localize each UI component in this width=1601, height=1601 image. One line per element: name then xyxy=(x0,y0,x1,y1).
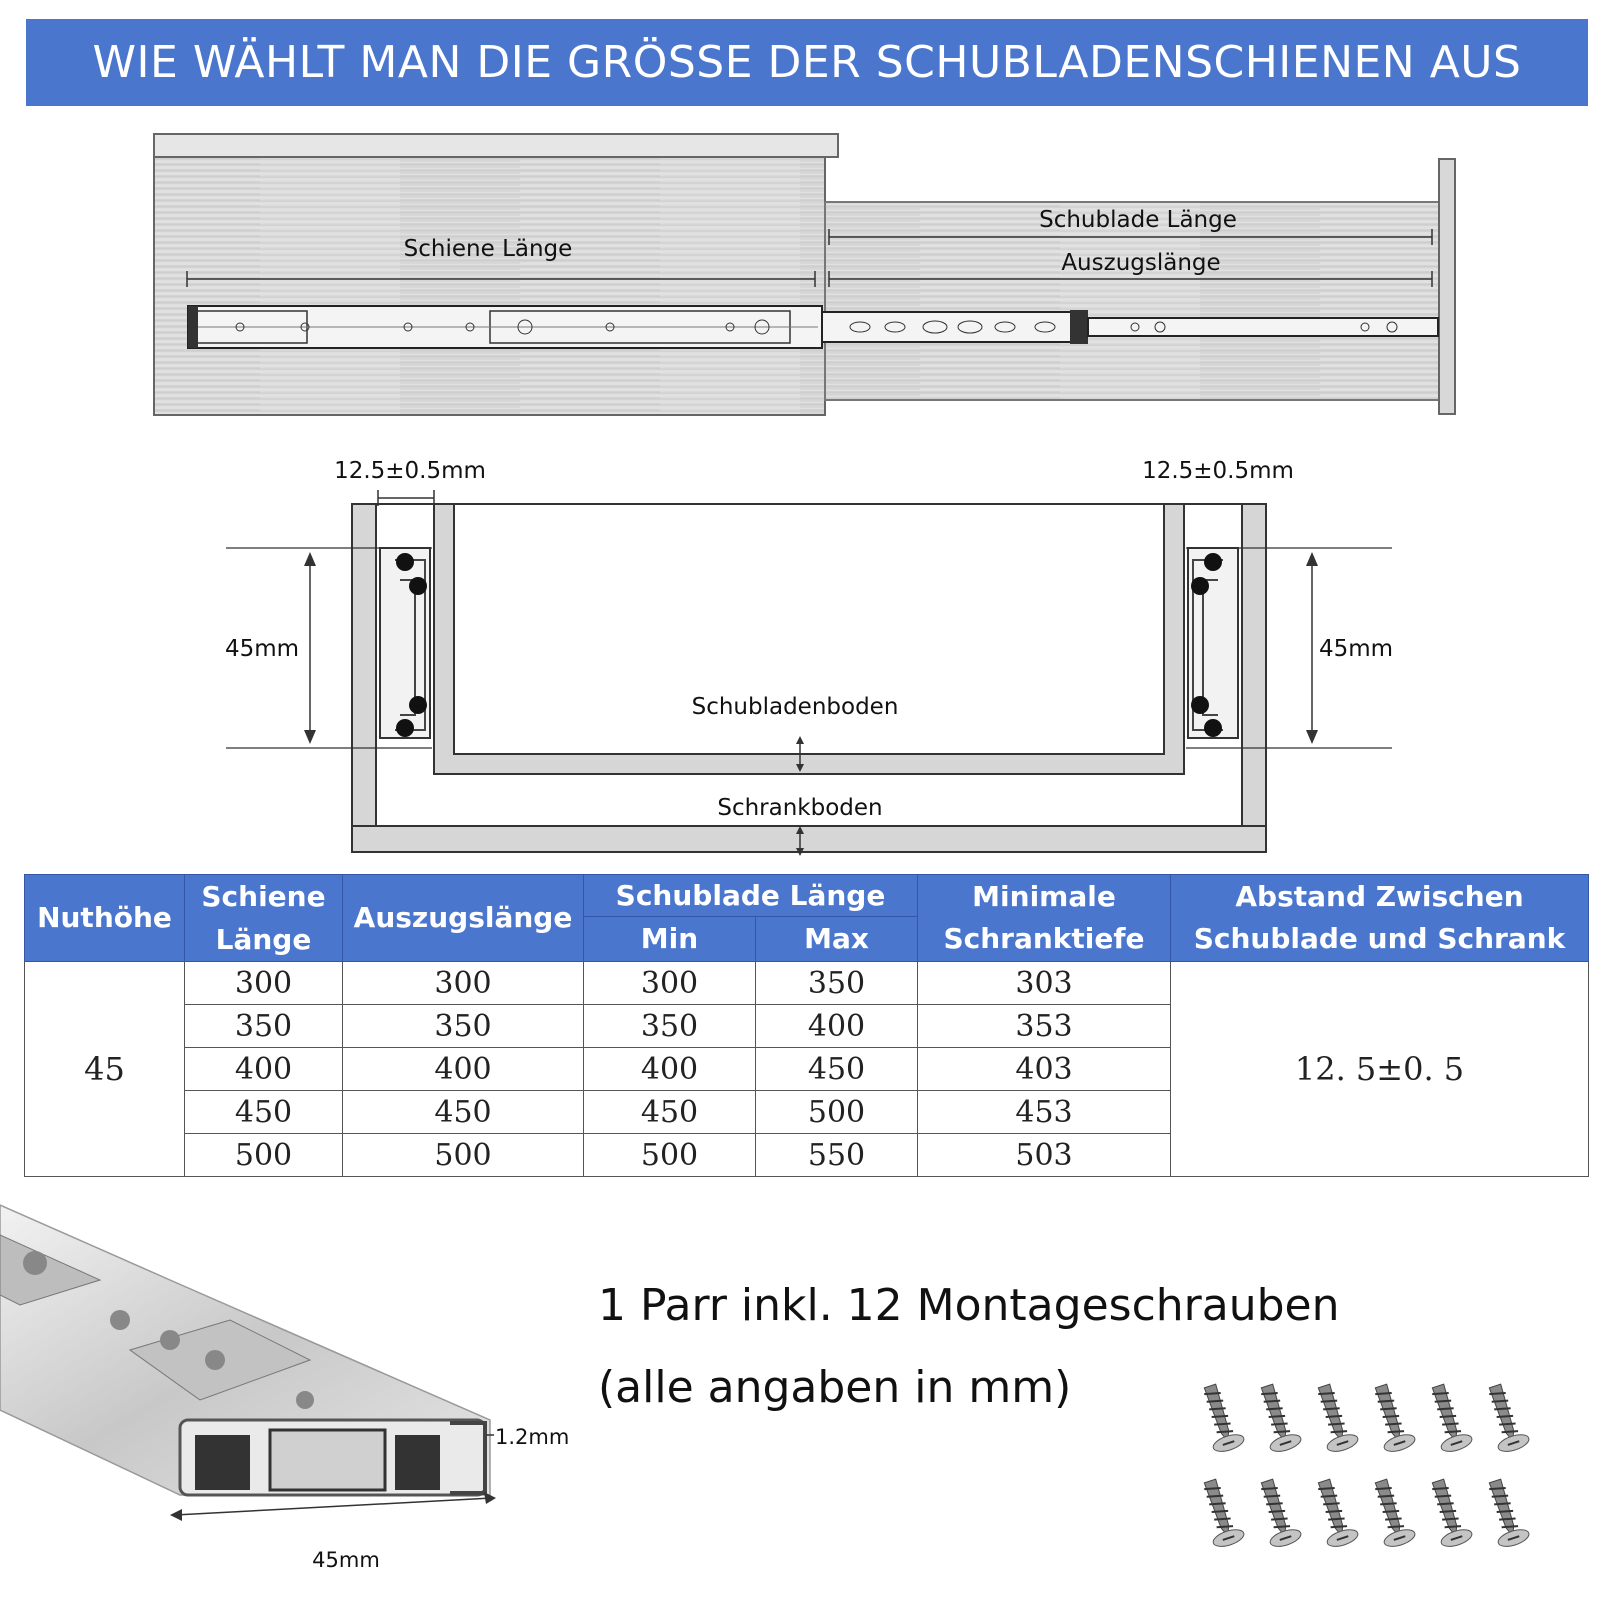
cell-tiefe: 353 xyxy=(918,1005,1171,1048)
header-schiene: Schiene Länge xyxy=(185,875,343,962)
cell-max: 400 xyxy=(756,1005,918,1048)
units-note-text: (alle angaben in mm) xyxy=(598,1362,1072,1413)
screw-icon xyxy=(1195,1476,1246,1550)
screw-icon xyxy=(1252,1381,1303,1455)
screw-icon xyxy=(1309,1476,1360,1550)
side-view-diagram xyxy=(0,0,1601,430)
right-height-label: 45mm xyxy=(1318,636,1394,662)
cell-tiefe: 453 xyxy=(918,1091,1171,1134)
rail-crosssection-illustration xyxy=(0,1195,600,1601)
width-label: 45mm xyxy=(312,1548,380,1572)
cell-tiefe: 303 xyxy=(918,962,1171,1005)
screw-icon xyxy=(1366,1381,1417,1455)
left-gap-label: 12.5±0.5mm xyxy=(334,458,486,484)
cell-schiene: 400 xyxy=(185,1048,343,1091)
screw-icon xyxy=(1480,1476,1531,1550)
package-contents-text: 1 Parr inkl. 12 Montageschrauben xyxy=(598,1280,1340,1331)
cell-schiene: 300 xyxy=(185,962,343,1005)
cell-max: 550 xyxy=(756,1134,918,1177)
screw-icon xyxy=(1423,1476,1474,1550)
page-title: WIE WÄHLT MAN DIE GRÖSSE DER SCHUBLADENSCHIENEN AUS xyxy=(92,37,1522,88)
drawer-bottom-label: Schubladenboden xyxy=(691,694,899,720)
cell-max: 450 xyxy=(756,1048,918,1091)
cabinet-side-panel xyxy=(154,157,825,415)
drawer-front xyxy=(1439,159,1455,414)
spec-table xyxy=(24,874,1589,1177)
screws-illustration xyxy=(1190,1378,1550,1578)
extension-length-label: Auszugslänge xyxy=(1061,250,1221,276)
screw-icon xyxy=(1195,1381,1246,1455)
screw-icon xyxy=(1252,1476,1303,1550)
cell-auszug: 500 xyxy=(343,1134,584,1177)
cell-schiene: 450 xyxy=(185,1091,343,1134)
header-min-tiefe: Minimale Schranktiefe xyxy=(918,875,1171,962)
cell-schiene: 350 xyxy=(185,1005,343,1048)
cabinet-floor xyxy=(352,826,1266,852)
nuthoehe-value: 45 xyxy=(25,962,185,1177)
cell-min: 350 xyxy=(584,1005,756,1048)
front-view-diagram xyxy=(0,440,1601,860)
right-rail-section xyxy=(1188,548,1238,738)
cell-schiene: 500 xyxy=(185,1134,343,1177)
header-auszug: Auszugslänge xyxy=(343,875,584,962)
cell-min: 500 xyxy=(584,1134,756,1177)
header-min: Min xyxy=(584,917,756,962)
abstand-value: 12. 5±0. 5 xyxy=(1171,962,1589,1177)
table-row xyxy=(25,962,1589,1005)
header-abstand: Abstand Zwischen Schublade und Schrank xyxy=(1171,875,1589,962)
header-nuthoehe: Nuthöhe xyxy=(25,875,185,962)
cell-max: 500 xyxy=(756,1091,918,1134)
screw-icon xyxy=(1366,1476,1417,1550)
screw-icon xyxy=(1480,1381,1531,1455)
cell-max: 350 xyxy=(756,962,918,1005)
thickness-label: 1.2mm xyxy=(495,1425,570,1449)
screw-icon xyxy=(1309,1381,1360,1455)
rail-length-label: Schiene Länge xyxy=(403,236,573,262)
drawer-length-label: Schublade Länge xyxy=(1039,207,1237,233)
right-gap-label: 12.5±0.5mm xyxy=(1142,458,1294,484)
cabinet-top-lip xyxy=(154,134,838,157)
cell-min: 450 xyxy=(584,1091,756,1134)
cell-auszug: 400 xyxy=(343,1048,584,1091)
left-rail-section xyxy=(380,548,430,738)
cell-min: 300 xyxy=(584,962,756,1005)
header-max: Max xyxy=(756,917,918,962)
header-schublade: Schublade Länge xyxy=(584,875,918,917)
left-height-label: 45mm xyxy=(224,636,300,662)
cell-auszug: 450 xyxy=(343,1091,584,1134)
cell-tiefe: 403 xyxy=(918,1048,1171,1091)
cell-min: 400 xyxy=(584,1048,756,1091)
cell-tiefe: 503 xyxy=(918,1134,1171,1177)
cell-auszug: 300 xyxy=(343,962,584,1005)
cabinet-bottom-label: Schrankboden xyxy=(717,795,883,821)
cell-auszug: 350 xyxy=(343,1005,584,1048)
screw-icon xyxy=(1423,1381,1474,1455)
